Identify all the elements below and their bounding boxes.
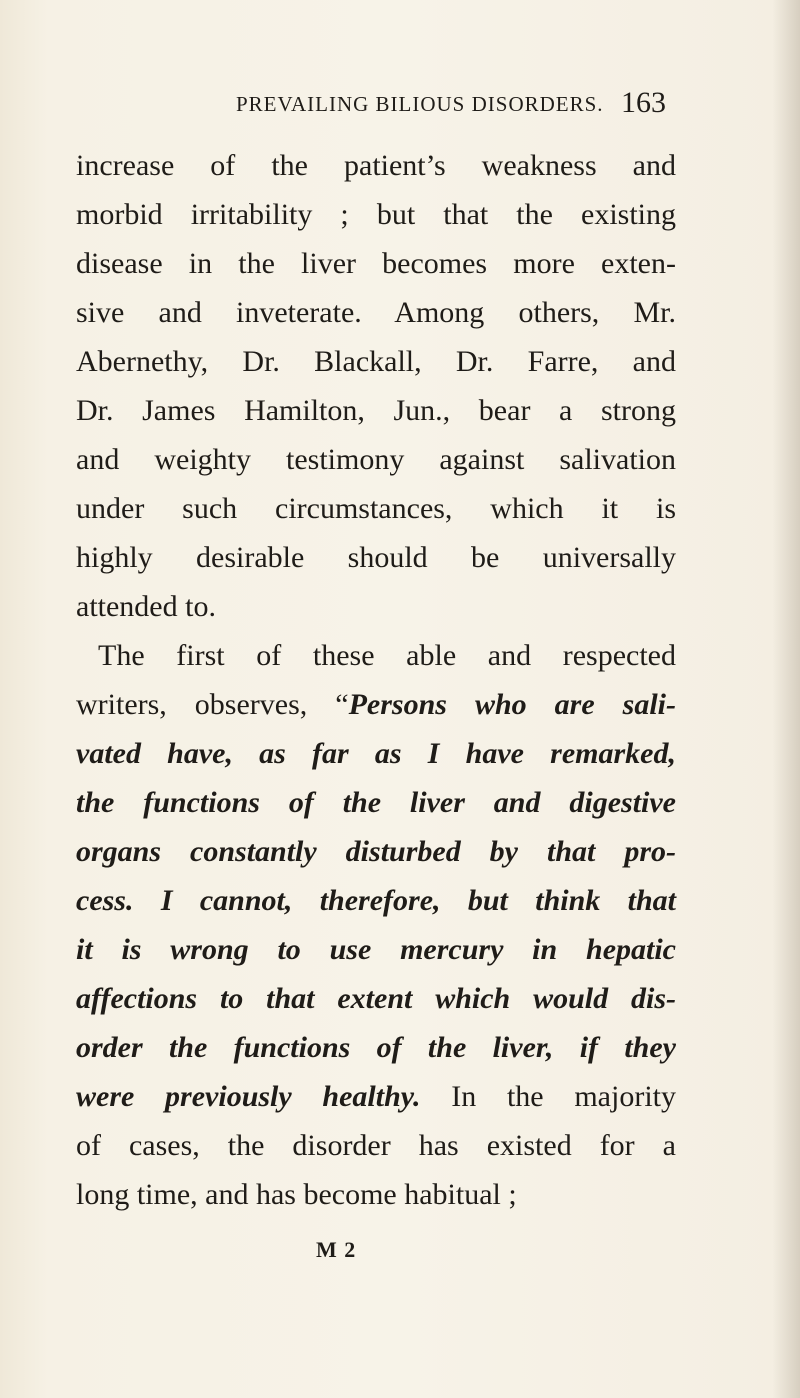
text-line: long time, and has become habitual ; — [76, 1178, 517, 1211]
italic-quote-line: vated have, as far as I have remarked, — [76, 737, 676, 770]
italic-quote-line: the functions of the liver and digestive — [76, 786, 676, 819]
text-line: The first of these able and respected — [98, 639, 676, 672]
body-text — [76, 141, 676, 1219]
text-line: sive and inveterate. Among others, Mr. — [76, 296, 676, 329]
italic-quote-segment: were previously healthy. — [76, 1080, 421, 1113]
text-line: under such circumstances, which it is — [76, 492, 676, 525]
italic-quote-line: affections to that extent which would dis- — [76, 982, 676, 1015]
page-number: 163 — [621, 86, 666, 119]
italic-quote-segment: Persons who are sali- — [348, 688, 676, 721]
text-line: morbid irritability ; but that the existing — [76, 198, 676, 231]
text-line: Dr. James Hamilton, Jun., bear a strong — [76, 394, 676, 427]
printer-signature: M 2 — [316, 1237, 357, 1262]
running-head — [0, 86, 800, 126]
italic-quote-line: cess. I cannot, therefore, but think that — [76, 884, 676, 917]
text-line: of cases, the disorder has existed for a — [76, 1129, 676, 1162]
text-segment: writers, observes, “ — [76, 688, 349, 721]
text-line: increase of the patient’s weakness and — [76, 149, 676, 182]
page-edge-shadow — [772, 0, 800, 1398]
text-line: highly desirable should be universally — [76, 541, 676, 574]
text-segment: In the majority — [420, 1080, 676, 1113]
mixed-text-line — [76, 680, 676, 729]
text-line: Abernethy, Dr. Blackall, Dr. Farre, and — [76, 345, 676, 378]
text-line: and weighty testimony against salivation — [76, 443, 676, 476]
italic-quote-line: organs constantly disturbed by that pro- — [76, 835, 676, 868]
italic-quote-line: order the functions of the liver, if they — [76, 1031, 676, 1064]
text-line: attended to. — [76, 590, 216, 623]
italic-quote-line: it is wrong to use mercury in hepatic — [76, 933, 676, 966]
mixed-text-line — [76, 1072, 676, 1121]
text-line: disease in the liver becomes more exten- — [76, 247, 676, 280]
running-title: PREVAILING BILIOUS DISORDERS. — [236, 92, 604, 116]
